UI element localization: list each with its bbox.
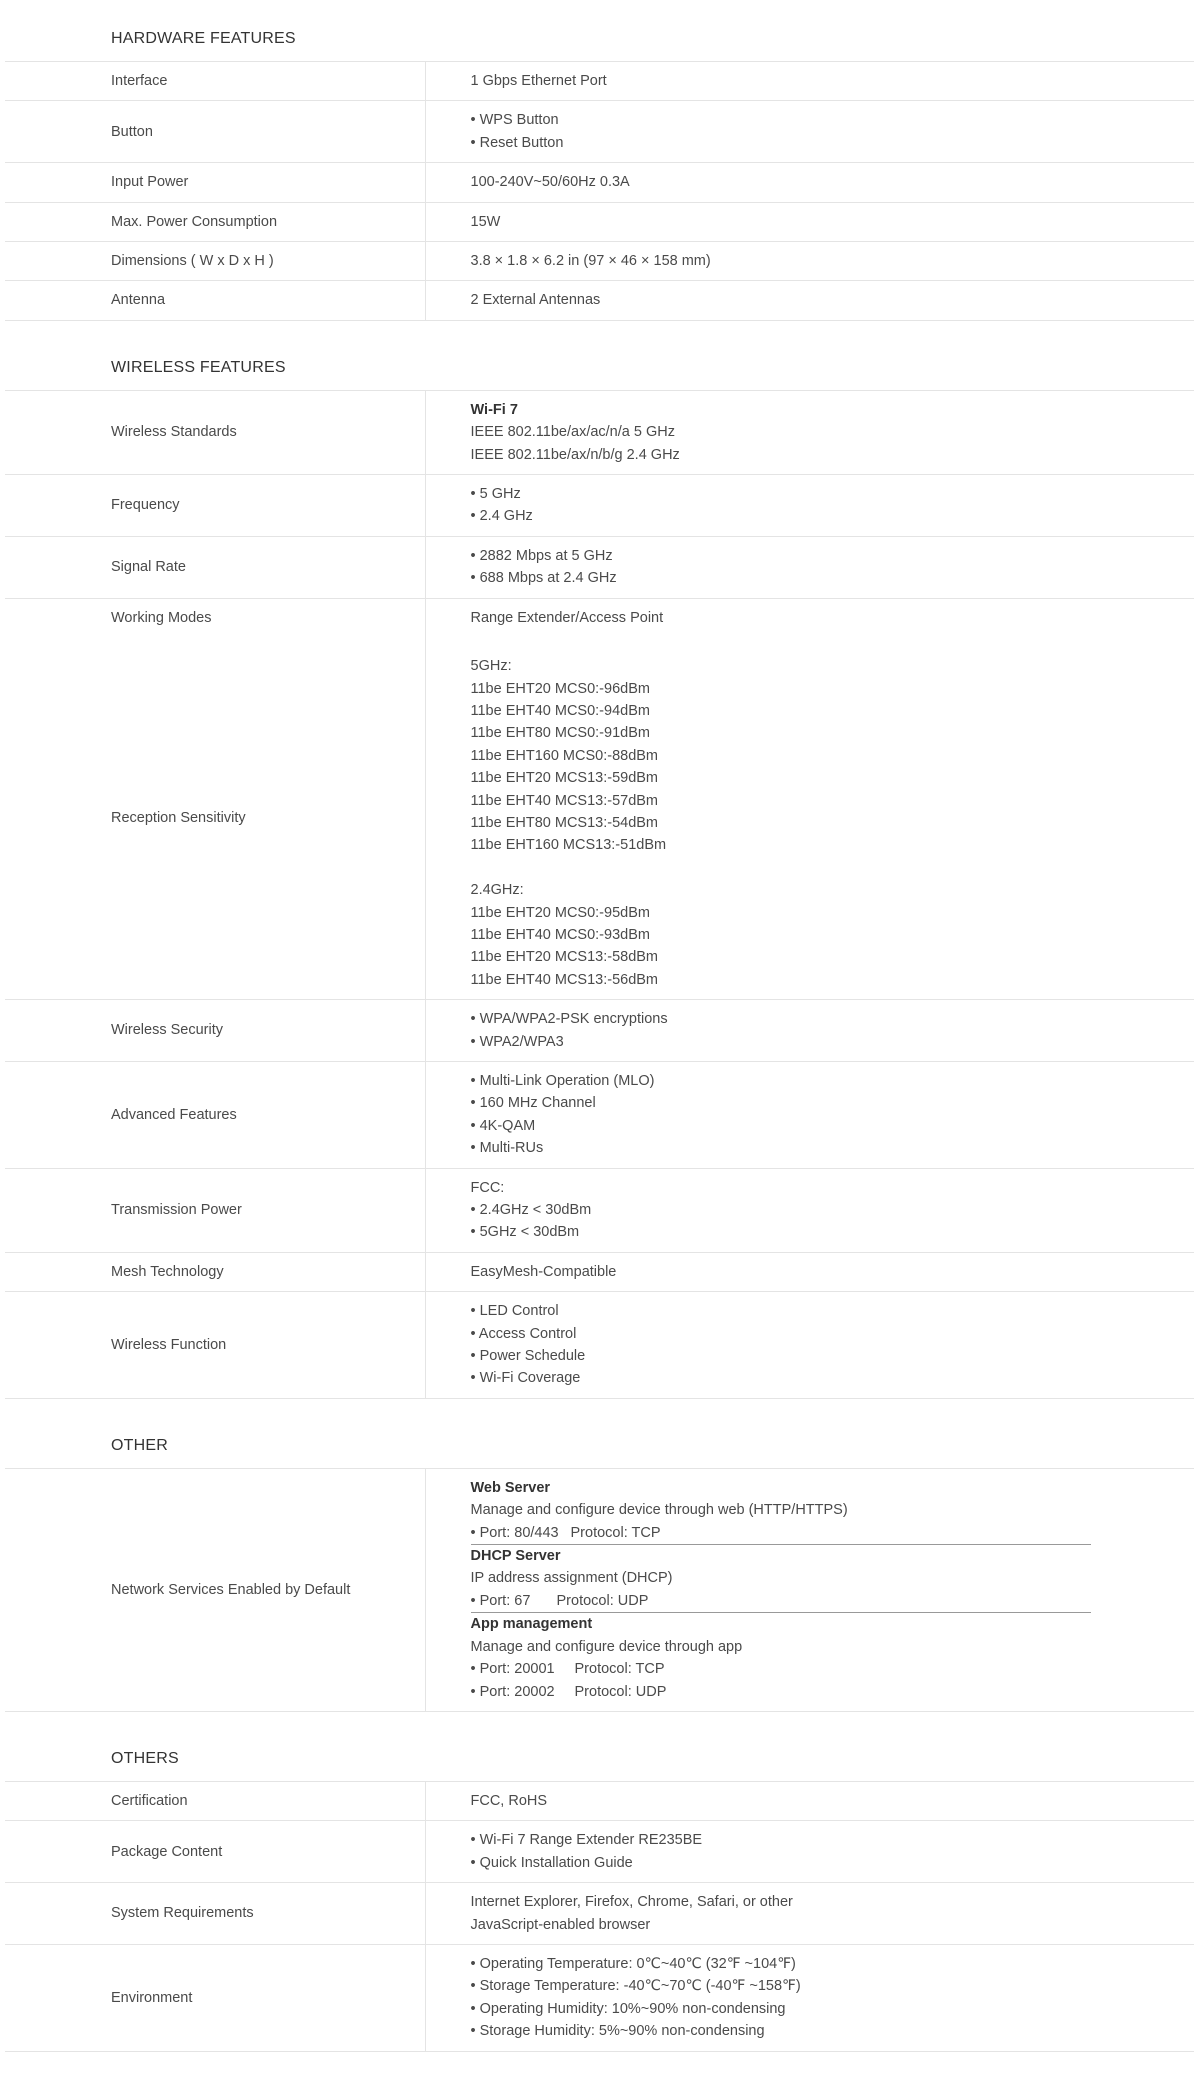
list-item: • Multi-Link Operation (MLO) <box>470 1072 655 1089</box>
list-item: • 160 MHz Channel <box>470 1095 596 1112</box>
table-row <box>5 62 1194 101</box>
list-item: • 5 GHz <box>470 486 521 503</box>
row-value: Range Extender/Access Point <box>425 598 1194 637</box>
row-value <box>425 1944 1194 2051</box>
row-value <box>425 1000 1194 1062</box>
list-item: • Wi-Fi 7 Range Extender RE235BE <box>470 1832 703 1849</box>
service-desc: Manage and configure device through web (HTTP/HTTPS) <box>470 1502 848 1519</box>
list-item: 11be EHT160 MCS0:-88dBm <box>470 747 659 764</box>
row-label: Certification <box>5 1781 425 1820</box>
list-item: 11be EHT20 MCS13:-59dBm <box>470 770 659 787</box>
row-label: Wireless Function <box>5 1292 425 1399</box>
table-row <box>5 1468 1194 1711</box>
standard-heading: Wi-Fi 7 <box>470 401 518 418</box>
table-row <box>5 163 1194 202</box>
list-item: • Operating Temperature: 0℃~40℃ (32℉ ~104℉) <box>470 1955 796 1972</box>
row-value <box>425 390 1194 474</box>
list-item: 11be EHT160 MCS13:-51dBm <box>470 837 667 854</box>
row-value: 100-240V~50/60Hz 0.3A <box>425 163 1194 202</box>
band-title: 5GHz: <box>470 658 512 675</box>
list-item: • 2882 Mbps at 5 GHz <box>470 547 613 564</box>
network-services <box>471 1477 1091 1703</box>
row-label: Network Services Enabled by Default <box>5 1468 425 1711</box>
list-item: • 5GHz < 30dBm <box>470 1224 580 1241</box>
row-value <box>425 1468 1194 1711</box>
table-row <box>5 1821 1194 1883</box>
row-value <box>425 536 1194 598</box>
service-title: App management <box>470 1616 593 1633</box>
list-item: 11be EHT20 MCS0:-95dBm <box>470 904 650 921</box>
row-value: 1 Gbps Ethernet Port <box>425 62 1194 101</box>
list-item: • 4K-QAM <box>470 1117 536 1134</box>
service-desc: Manage and configure device through app <box>470 1638 743 1655</box>
list-item: 11be EHT80 MCS0:-91dBm <box>470 725 650 742</box>
others-table <box>5 1781 1194 2052</box>
service-protocol: Protocol: UDP <box>556 1592 649 1609</box>
list-item: • Wi-Fi Coverage <box>470 1370 581 1387</box>
table-row <box>5 242 1194 281</box>
row-value <box>425 101 1194 163</box>
hardware-table <box>5 61 1194 321</box>
list-item: • Quick Installation Guide <box>470 1854 633 1871</box>
row-label: Wireless Security <box>5 1000 425 1062</box>
row-value: EasyMesh-Compatible <box>425 1252 1194 1291</box>
row-label: Environment <box>5 1944 425 2051</box>
row-label: Antenna <box>5 281 425 320</box>
service-desc: IP address assignment (DHCP) <box>470 1570 673 1587</box>
list-item: • Multi-RUs <box>470 1140 544 1157</box>
table-row <box>5 637 1194 1000</box>
row-value: 15W <box>425 202 1194 241</box>
list-item: • Operating Humidity: 10%~90% non-condensing <box>470 2000 786 2017</box>
row-label: Signal Rate <box>5 536 425 598</box>
row-label: Max. Power Consumption <box>5 202 425 241</box>
app-management-block <box>471 1613 1091 1703</box>
table-row <box>5 1061 1194 1168</box>
row-label: Interface <box>5 62 425 101</box>
row-value <box>425 1292 1194 1399</box>
row-label: Reception Sensitivity <box>5 637 425 1000</box>
list-item: • WPA/WPA2-PSK encryptions <box>470 1011 668 1028</box>
row-label: Dimensions ( W x D x H ) <box>5 242 425 281</box>
tx-heading: FCC: <box>470 1179 505 1196</box>
table-row <box>5 1944 1194 2051</box>
list-item: • WPS Button <box>470 112 559 129</box>
list-item: IEEE 802.11be/ax/n/b/g 2.4 GHz <box>470 446 680 463</box>
dhcp-server-block <box>471 1545 1091 1613</box>
row-label: Working Modes <box>5 598 425 637</box>
service-port: • Port: 67 <box>470 1592 531 1609</box>
service-protocol: Protocol: UDP <box>574 1683 667 1700</box>
wireless-table <box>5 390 1194 1399</box>
section-title-others: OTHERS <box>111 1749 179 1767</box>
row-value: 2 External Antennas <box>425 281 1194 320</box>
table-row <box>5 1292 1194 1399</box>
table-row <box>5 1168 1194 1252</box>
table-row <box>5 101 1194 163</box>
row-value <box>425 1883 1194 1945</box>
service-protocol: Protocol: TCP <box>574 1661 665 1678</box>
row-label: System Requirements <box>5 1883 425 1945</box>
table-row <box>5 1000 1194 1062</box>
list-item: 11be EHT80 MCS13:-54dBm <box>470 814 659 831</box>
list-item: • 2.4 GHz <box>470 508 533 525</box>
list-item: • Reset Button <box>470 134 564 151</box>
section-title-wireless: WIRELESS FEATURES <box>111 358 286 376</box>
table-row <box>5 475 1194 537</box>
table-row <box>5 1883 1194 1945</box>
list-item: JavaScript-enabled browser <box>470 1916 651 1933</box>
list-item: 11be EHT40 MCS0:-93dBm <box>470 926 650 943</box>
service-port: • Port: 20002 <box>470 1683 555 1700</box>
table-row <box>5 598 1194 637</box>
row-label: Advanced Features <box>5 1061 425 1168</box>
row-label: Package Content <box>5 1821 425 1883</box>
list-item: • Storage Humidity: 5%~90% non-condensing <box>470 2023 765 2040</box>
web-server-block <box>471 1477 1091 1545</box>
row-value: 3.8 × 1.8 × 6.2 in (97 × 46 × 158 mm) <box>425 242 1194 281</box>
row-value <box>425 637 1194 1000</box>
row-value <box>425 1168 1194 1252</box>
list-item: • Access Control <box>470 1325 577 1342</box>
service-port: • Port: 20001 <box>470 1661 555 1678</box>
list-item: • WPA2/WPA3 <box>470 1033 564 1050</box>
row-label: Button <box>5 101 425 163</box>
table-row <box>5 1252 1194 1291</box>
list-item: Internet Explorer, Firefox, Chrome, Safari, or other <box>470 1894 793 1911</box>
service-title: DHCP Server <box>470 1548 561 1565</box>
other-table <box>5 1468 1194 1712</box>
list-item: • Power Schedule <box>470 1348 586 1365</box>
row-value: FCC, RoHS <box>425 1781 1194 1820</box>
table-row <box>5 536 1194 598</box>
section-title-hardware: HARDWARE FEATURES <box>111 30 296 47</box>
list-item: • LED Control <box>470 1303 559 1320</box>
list-item: • 2.4GHz < 30dBm <box>470 1202 592 1219</box>
service-title: Web Server <box>470 1479 551 1496</box>
section-title-other: OTHER <box>111 1436 168 1454</box>
row-value <box>425 475 1194 537</box>
table-row <box>5 281 1194 320</box>
list-item: IEEE 802.11be/ax/ac/n/a 5 GHz <box>470 424 675 441</box>
row-label: Transmission Power <box>5 1168 425 1252</box>
row-value <box>425 1061 1194 1168</box>
band-title: 2.4GHz: <box>470 882 524 899</box>
table-row <box>5 202 1194 241</box>
list-item: 11be EHT40 MCS13:-56dBm <box>470 971 659 988</box>
table-row <box>5 390 1194 474</box>
list-item: • 688 Mbps at 2.4 GHz <box>470 570 617 587</box>
list-item: 11be EHT20 MCS0:-96dBm <box>470 680 650 697</box>
row-value <box>425 1821 1194 1883</box>
service-protocol: Protocol: TCP <box>570 1524 661 1541</box>
list-item: 11be EHT40 MCS13:-57dBm <box>470 792 659 809</box>
row-label: Wireless Standards <box>5 390 425 474</box>
service-port: • Port: 80/443 <box>470 1524 559 1541</box>
row-label: Mesh Technology <box>5 1252 425 1291</box>
row-label: Frequency <box>5 475 425 537</box>
list-item: • Storage Temperature: -40℃~70℃ (-40℉ ~158℉) <box>470 1978 801 1995</box>
list-item: 11be EHT40 MCS0:-94dBm <box>470 702 650 719</box>
list-item: 11be EHT20 MCS13:-58dBm <box>470 949 659 966</box>
row-label: Input Power <box>5 163 425 202</box>
table-row <box>5 1781 1194 1820</box>
